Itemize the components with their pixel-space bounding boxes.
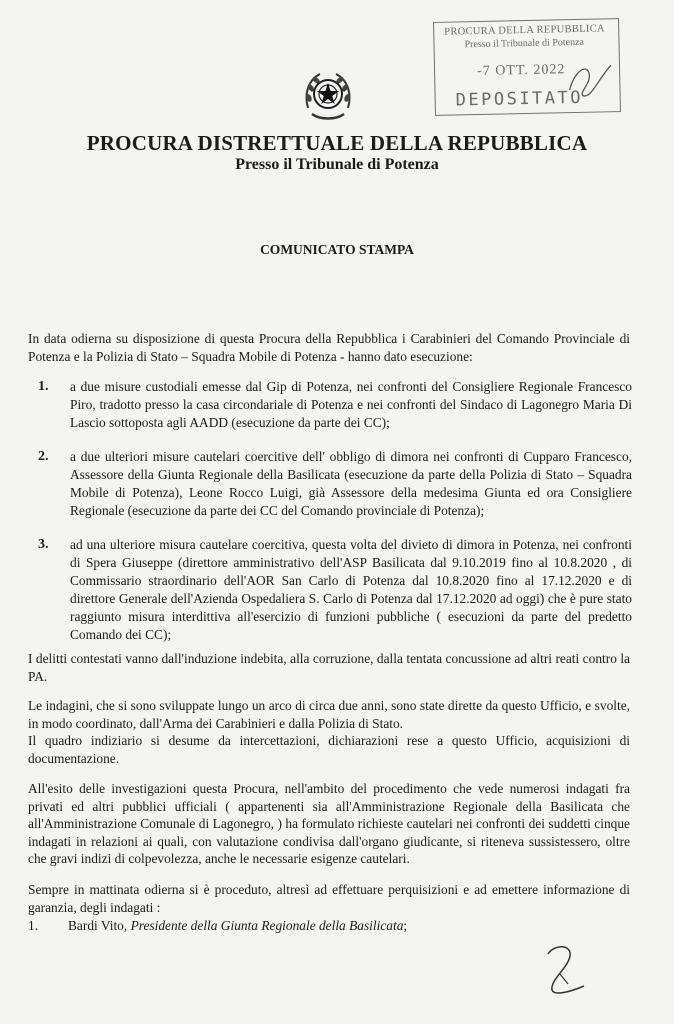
searches-paragraph	[28, 881, 630, 916]
evidence-text: Il quadro indiziario si desume da intercettazioni, dichiarazioni rese a questo Ufficio, acquisizioni di documentazione.	[28, 733, 630, 766]
measure-text: a due misure custodiali emesse dal Gip di Potenza, nei confronti del Consigliere Regionale Francesco Piro, tradotto presso la casa circondariale di Potenza e nei confronti del Sindaco di Lagonegro Maria Di Lascio sottoposta agli AADD (esecuzione da parte dei CC);	[70, 379, 632, 430]
measure-item-2	[38, 448, 632, 520]
measure-text: a due ulteriori misure cautelari coercitive dell' obbligo di dimora nei confronti di Cupparo Francesco, Assessore della Giunta Regionale della Basilicata (esecuzione da parte della Polizia di Stato – Squadra Mobile di Potenza), Leone Rocco Luigi, già Assessore della medesima Giunta ed ora Consigliere Regionale (esecuzione da parte dei CC del Comando provinciale di Potenza);	[70, 449, 632, 518]
measure-number: 2.	[38, 449, 49, 464]
handwritten-initial-icon	[540, 940, 590, 1000]
intro-paragraph	[28, 330, 630, 365]
suspect-name: Bardi Vito,	[68, 918, 131, 933]
measure-text: ad una ulteriore misura cautelare coercitiva, questa volta del divieto di dimora in Potenza, nei confronti di Spera Giuseppe (direttore amministrativo dell'ASP Basilicata dal 9.10.2019 fino al 10.8.2020 , di Commissario straordinario dell'AOR San Carlo di Potenza dal 10.8.2020 fino al 17.12.2020 e di direttore Generale dell'Azienda Ospedaliera S. Carlo di Potenza dal 17.12.2020 ad oggi) che è pure stato raggiunto misura interdittiva all'esercizio di funzioni pubbliche ( esecuzioni da parte del predetto Comando dei CC);	[70, 537, 632, 642]
measure-number: 1.	[38, 379, 49, 394]
measure-number: 3.	[38, 537, 49, 552]
intro-text: In data odierna su disposizione di questa Procura della Repubblica i Carabinieri del Comando Provinciale di Potenza e la Polizia di Stato – Squadra Mobile di Potenza - hanno dato esecuzione:	[28, 331, 630, 364]
outcome-paragraph	[28, 780, 630, 868]
stamp-date: -7 OTT. 2022	[476, 62, 566, 80]
stamp-office: PROCURA DELLA REPUBBLICA	[444, 23, 605, 38]
suspect-list-item	[28, 918, 407, 934]
document-title: COMUNICATO STAMPA	[260, 242, 414, 257]
stamp-status: DEPOSITATO	[455, 87, 584, 111]
suspect-suffix: ;	[403, 918, 408, 933]
crimes-paragraph	[28, 650, 630, 685]
suspect-role: Presidente della Giunta Regionale della Basilicata	[130, 918, 404, 933]
investigations-text: Le indagini, che si sono sviluppate lungo un arco di circa due anni, sono state dirette da questo Ufficio, e svolte, in modo coordinato, dall'Arma dei Carabinieri e dalla Polizia di Stato.	[28, 698, 630, 731]
suspect-number: 1.	[28, 918, 39, 933]
stamp-court: Presso il Tribunale di Potenza	[464, 36, 585, 51]
measure-item-1	[38, 378, 632, 432]
court-subheading: Presso il Tribunale di Potenza	[235, 156, 439, 173]
searches-text: Sempre in mattinata odierna si è proceduto, altresì ad effettuare perquisizioni e ad emettere informazione di garanzia, degli indagati :	[28, 882, 630, 915]
measure-item-3	[38, 536, 632, 644]
italian-republic-emblem-icon	[302, 68, 354, 124]
crimes-text: I delitti contestati vanno dall'induzione indebita, alla corruzione, dalla tentata concussione ad altri reati contro la PA.	[28, 651, 630, 684]
office-heading: PROCURA DISTRETTUALE DELLA REPUBBLICA	[86, 131, 588, 155]
filing-stamp	[433, 18, 621, 116]
investigations-paragraph	[28, 697, 630, 767]
outcome-text: All'esito delle investigazioni questa Procura, nell'ambito del procedimento che vede numerosi indagati fra privati ed altri pubblici ufficiali ( appartenenti sia all'Amministrazione Regionale della Basilicata che all'Amministrazione Comunale di Lagonegro, ) ha formulato richieste cautelari nei confronti dei suddetti cinque indagati in relazioni ai quali, con valutazione condivisa dall'organo giudicante, si riteneva sussistessero, oltre che gravi indizi di colpevolezza, anche le necessarie esigenze cautelari.	[28, 781, 630, 866]
stamp-signature-icon	[565, 59, 616, 100]
